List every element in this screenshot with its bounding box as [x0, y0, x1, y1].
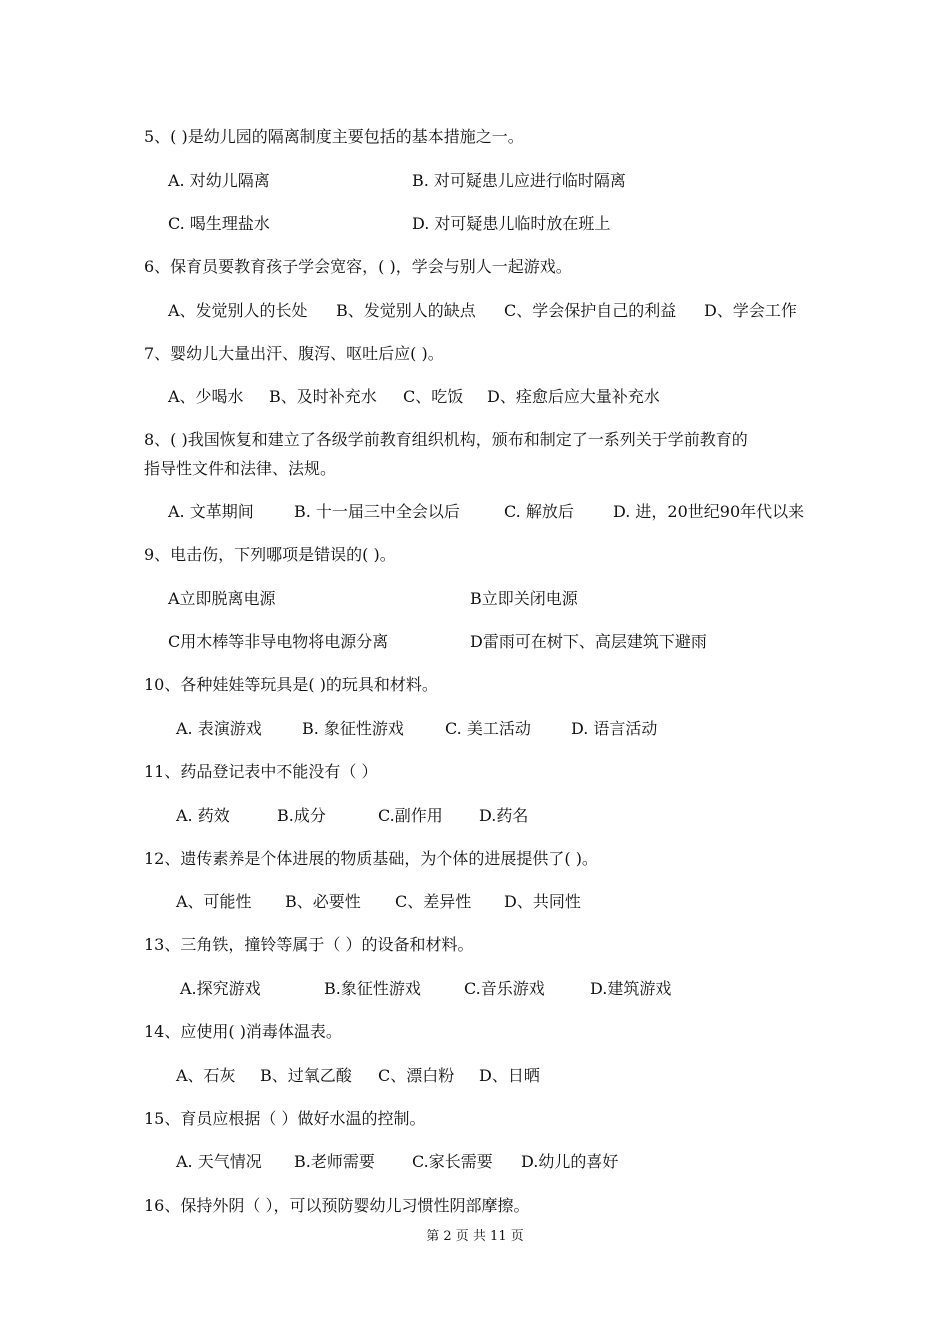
question-15-option-c: C.家长需要 [412, 1152, 493, 1171]
question-11-option-c: C.副作用 [378, 806, 443, 825]
question-6-option-b: B、发觉别人的缺点 [336, 301, 476, 320]
question-5-stem: 5、( )是幼儿园的隔离制度主要包括的基本措施之一。 [144, 127, 524, 146]
question-11-stem: 11、药品登记表中不能没有（ ） [144, 762, 378, 781]
question-10-option-c: C. 美工活动 [445, 719, 531, 738]
question-12-option-d: D、共同性 [504, 892, 581, 911]
question-5-option-b: B. 对可疑患儿应进行临时隔离 [412, 171, 626, 190]
page-footer: 第 2 页 共 11 页 [426, 1229, 524, 1244]
question-6-option-c: C、学会保护自己的利益 [504, 301, 677, 320]
question-16-stem: 16、保持外阴（ ），可以预防婴幼儿习惯性阴部摩擦。 [144, 1196, 530, 1215]
question-12-option-a: A、可能性 [176, 892, 252, 911]
question-8-option-d: D. 进，20世纪90年代以来 [613, 502, 805, 521]
question-13-stem: 13、三角铁，撞铃等属于（ ）的设备和材料。 [144, 935, 474, 954]
question-8-stem-line-1: 8、( )我国恢复和建立了各级学前教育组织机构，颁布和制定了一系列关于学前教育的 [144, 430, 748, 449]
question-5-option-a: A. 对幼儿隔离 [168, 171, 270, 190]
question-7-option-d: D、痊愈后应大量补充水 [487, 387, 660, 406]
question-10-option-a: A. 表演游戏 [176, 719, 262, 738]
question-7-option-b: B、及时补充水 [269, 387, 377, 406]
question-10-option-d: D. 语言活动 [571, 719, 658, 738]
question-9-option-a: A立即脱离电源 [168, 589, 276, 608]
question-13-option-d: D.建筑游戏 [590, 979, 672, 998]
question-13-option-b: B.象征性游戏 [324, 979, 421, 998]
question-7-option-c: C、吃饭 [403, 387, 464, 406]
question-9-option-c: C用木棒等非导电物将电源分离 [168, 632, 389, 651]
question-9-option-d: D雷雨可在树下、高层建筑下避雨 [470, 632, 707, 651]
question-5-option-d: D. 对可疑患儿临时放在班上 [412, 214, 611, 233]
question-15-option-b: B.老师需要 [294, 1152, 375, 1171]
question-15-option-a: A. 天气情况 [176, 1152, 262, 1171]
question-14-option-c: C、漂白粉 [378, 1066, 455, 1085]
question-12-option-c: C、差异性 [395, 892, 472, 911]
question-11-option-d: D.药名 [479, 806, 529, 825]
question-15-option-d: D.幼儿的喜好 [521, 1152, 619, 1171]
question-8-stem-line-2: 指导性文件和法律、法规。 [144, 459, 337, 478]
question-13-option-a: A.探究游戏 [180, 979, 261, 998]
question-9-option-b: B立即关闭电源 [470, 589, 578, 608]
question-11-option-b: B.成分 [277, 806, 326, 825]
question-7-stem: 7、婴幼儿大量出汗、腹泻、呕吐后应( )。 [144, 344, 444, 363]
question-12-option-b: B、必要性 [285, 892, 361, 911]
question-13-option-c: C.音乐游戏 [464, 979, 545, 998]
question-6-stem: 6、保育员要教育孩子学会宽容，( )，学会与别人一起游戏。 [144, 257, 572, 276]
question-14-option-d: D、日晒 [479, 1066, 540, 1085]
question-8-option-c: C. 解放后 [504, 502, 574, 521]
question-5-option-c: C. 喝生理盐水 [168, 214, 270, 233]
question-8-option-b: B. 十一届三中全会以后 [294, 502, 460, 521]
question-14-option-b: B、过氧乙酸 [260, 1066, 352, 1085]
question-11-option-a: A. 药效 [176, 806, 230, 825]
question-10-option-b: B. 象征性游戏 [302, 719, 404, 738]
question-7-option-a: A、少喝水 [168, 387, 244, 406]
question-14-option-a: A、石灰 [176, 1066, 236, 1085]
question-8-option-a: A. 文革期间 [168, 502, 254, 521]
question-15-stem: 15、育员应根据（ ）做好水温的控制。 [144, 1109, 426, 1128]
question-12-stem: 12、遗传素养是个体进展的物质基础，为个体的进展提供了( )。 [144, 849, 598, 868]
question-9-stem: 9、电击伤，下列哪项是错误的( )。 [144, 545, 396, 564]
question-6-option-d: D、学会工作 [704, 301, 797, 320]
question-6-option-a: A、发觉别人的长处 [168, 301, 308, 320]
question-14-stem: 14、应使用( )消毒体温表。 [144, 1022, 342, 1041]
question-10-stem: 10、各种娃娃等玩具是( )的玩具和材料。 [144, 675, 438, 694]
